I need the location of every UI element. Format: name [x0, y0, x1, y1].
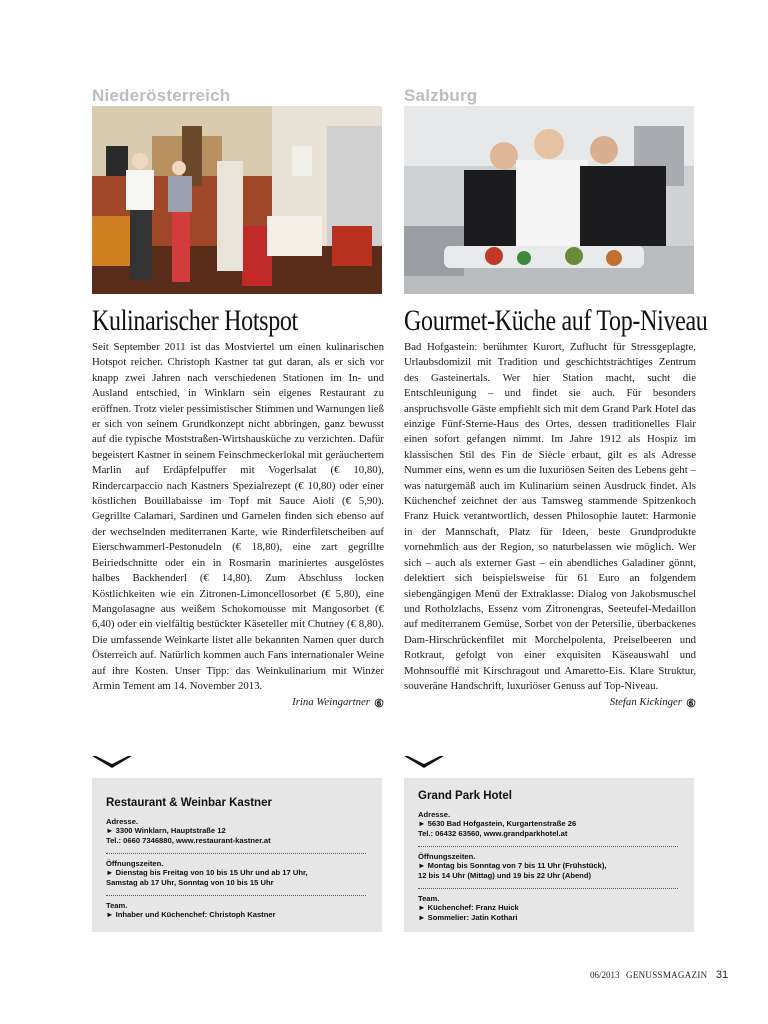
hours-line: ► Dienstag bis Freitag von 10 bis 15 Uhr und ab 17 Uhr, [106, 867, 308, 877]
hours-line: ► Montag bis Sonntag von 7 bis 11 Uhr (Frühstück), [418, 860, 607, 870]
contact-line: Tel.: 0660 7346880, www.restaurant-kastner.at [106, 836, 271, 846]
hours-line: 12 bis 14 Uhr (Mittag) und 19 bis 22 Uhr (Abend) [418, 871, 591, 881]
divider [106, 895, 366, 896]
info-box-title: Restaurant & Weinbar Kastner [106, 797, 272, 809]
contact-line: Tel.: 06432 63560, www.grandparkhotel.at [418, 829, 568, 839]
address-label: Adresse. [106, 817, 139, 826]
page-footer [590, 969, 729, 981]
team-line: ► Küchenchef: Franz Huick [418, 902, 519, 912]
author-mark-icon: ⑥ [686, 697, 696, 710]
kitchen-photo [404, 106, 694, 294]
article-body: Bad Hofgastein: berühmter Kurort, Zuflucht für Stressgeplagte, Urlaubsdomizil mit Tradition und geschichtsträchtiges Zentrum des Gasteinertals. Wer hier Station macht, sucht die Entschleunigung – und findet sie auch. Für besonders anspruchsvolle Gäste empfiehlt sich mit dem Grand Park Hotel das einzige Fünf-Sterne-Haus des Ortes, dessen traditionelles Flair einen sofort gefangen nimmt. Im Jahre 1912 als Hospiz im klassischen Stil des Fin de Siècle erbaut, gilt es als Adresse Nummer eins, wenn es um die luxuriösen Seiten des Lebens geht – was naturgemäß auch im Kulinarium seinen Ausdruck findet. Als Küchenchef zeichnet der aus Tamsweg stammende Spitzenkoch Franz Huick verantwortlich, dessen Philosophie lautet: Harmonie in der Mannschaft, Platz für Ideen, beste Grundprodukte vornehmlich aus der Region, so naturbelassen wie möglich. Wer sich – auch als externer Gast – ein abendliches Galadiner gönnt, delektiert sich beispielsweise für 61 Euro an folgendem siebengängigen Menü der Extraklasse: Dialog von Jakobsmuschel und Rotholzlachs, Essenz vom Zitronengras, Seeteufel-Medaillon auf mediterranem Gemüse, Sorbet von der Petersilie, überbackenes Dam-Hirschrückenfilet mit Morchelpolenta, Preiselbeeren und Rotkraut, gefolgt von einer exquisiten Käseauswahl und Mohnsoufflé mit Kirschragout und Amaretto-Eis. Klare Struktur, souveräne Handschrift, luxuriöser Genuss auf Top-Niveau. [404, 341, 696, 692]
address-label: Adresse. [418, 810, 451, 819]
issue-date: 06/2013 [590, 970, 620, 980]
magazine-name: GENUSSMAGAZIN [626, 970, 708, 980]
team-label: Team. [106, 900, 128, 910]
hours-label: Öffnungszeiten. [418, 851, 476, 861]
team-label: Team. [418, 893, 440, 903]
author-mark-icon: ⑥ [374, 697, 384, 710]
restaurant-photo [92, 106, 382, 294]
info-box-right [404, 778, 694, 932]
chevron-down-icon [404, 755, 444, 769]
page-number: 31 [715, 969, 729, 981]
address-line: ► 3300 Winklarn, Hauptstraße 12 [106, 826, 226, 835]
article-right [404, 82, 708, 710]
hours-line: Samstag ab 17 Uhr, Sonntag von 10 bis 15 Uhr [106, 878, 274, 888]
divider [418, 846, 678, 847]
team-line: ► Sommelier: Jatin Kothari [418, 913, 518, 923]
author-signature [404, 696, 696, 709]
team-line: ► Inhaber und Küchenchef: Christoph Kastner [106, 909, 276, 919]
hours-label: Öffnungszeiten. [106, 858, 164, 868]
article-headline: Kulinarischer Hotspot [92, 304, 298, 337]
author-signature [92, 696, 384, 709]
article-left [92, 82, 384, 709]
article-headline: Gourmet-Küche auf Top-Niveau [404, 304, 708, 337]
author-name: Irina Weingartner [292, 696, 370, 709]
info-box-title: Grand Park Hotel [418, 790, 512, 802]
info-box-left [92, 778, 382, 932]
author-name: Stefan Kickinger [609, 696, 682, 709]
restaurant-interior-image [92, 106, 382, 294]
article-body: Seit September 2011 ist das Mostviertel um einen kulinarischen Hotspot reicher. Christoph Kastner tat gut daran, als er sich vor knapp zwei Jahren nach verschiedenen Stationen im In- und Ausland entschied, in Winklarn sein eigenes Restaurant zu eröffnen. Trotz vieler pessimistischer Stimmen und Warnungen ließ er sich von seinem Grundkonzept nicht abbringen, ganz bewusst auf die typische Moststraßen-Wirtshausküche zu verzichten. Dafür begeistert Kastner in seinem Feinschmeckerlokal mit geräuchertem Marlin auf Erdäpfelpuffer mit Vogerlsalat (€ 10,80), Rindercarpaccio nach Kastners Spezialrezept (€ 10,80) oder einer köstlichen Bouillabaisse im Topf mit Sauce Aioli (€ 5,90). Gegrillte Calamari, Sardinen und Garnelen finden sich ebenso auf der wechselnden mediterranen Karte, wie Rinderfiletscheiben auf Eierschwammerl-Pestonudeln (€ 18,80), eine zart gegrillte Beiriedschnitte oder ein in Rosmarin mariniertes ausgelöstes halbes Backhenderl (€ 14,80). Zum Abschluss locken Köstlichkeiten wie ein Zitronen-Limoncellosorbet (€ 5,80), eine Mangolasagne aus weißem Schokomousse mit Mangosorbet (€ 6,40) oder ein vielfältig bestückter Käseteller mit Chutney (€ 8,80). Die umfassende Weinkarte listet alle bekannten Namen quer durch Österreich auf. Natürlich kommen auch Fans internationaler Weine auf ihre Kosten. Unser Tipp: das Weinkulinarium mit Winzer Armin Tement am 14. November 2013. [92, 341, 385, 692]
region-label: Niederösterreich [92, 86, 231, 105]
region-label: Salzburg [404, 86, 478, 105]
divider [418, 888, 678, 889]
chefs-kitchen-image [404, 106, 694, 294]
address-line: ► 5630 Bad Hofgastein, Kurgartenstraße 26 [418, 819, 577, 828]
divider [106, 853, 366, 854]
chevron-down-icon [92, 755, 132, 769]
